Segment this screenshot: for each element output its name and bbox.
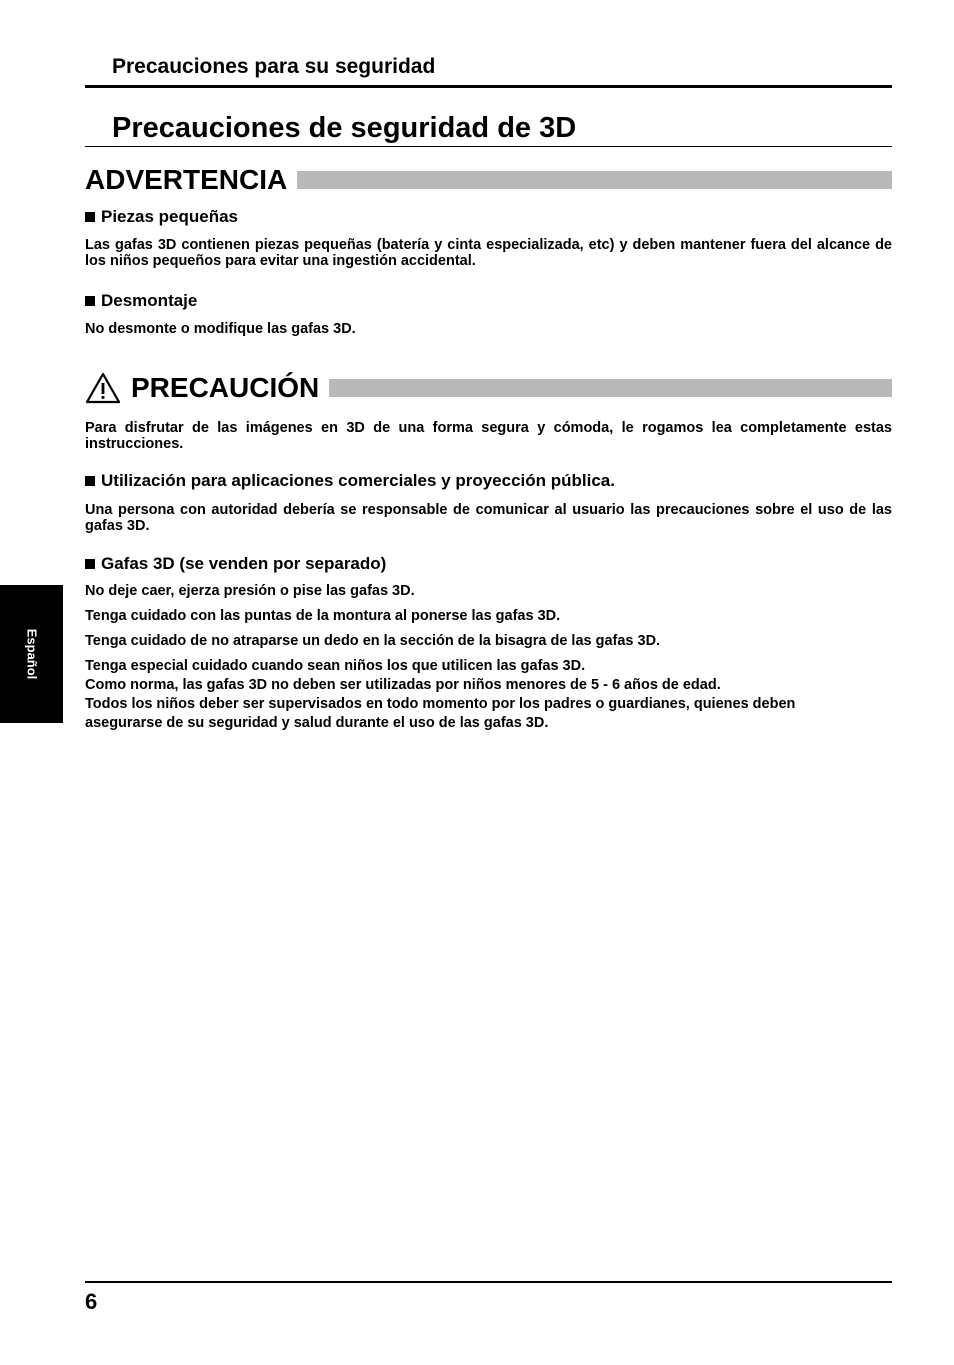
header-rule — [85, 85, 892, 88]
paragraph-piezas: Las gafas 3D contienen piezas pequeñas (batería y cinta especializada, etc) y deben mantener fuera del alcance de los niños pequeños para evitar una ingestión accidental. — [85, 237, 892, 269]
subheading-desmontaje — [85, 291, 197, 311]
list-item: Todos los niños deber ser supervisados en todo momento por los padres o guardianes, quienes deben — [85, 696, 796, 712]
title-rule — [85, 146, 892, 147]
list-item: Tenga cuidado de no atraparse un dedo en la sección de la bisagra de las gafas 3D. — [85, 633, 661, 649]
list-item: Tenga cuidado con las puntas de la montura al ponerse las gafas 3D. — [85, 608, 561, 624]
subheading-text: Utilización para aplicaciones comerciales y proyección pública. — [101, 471, 615, 490]
list-item: asegurarse de su seguridad y salud durante el uso de las gafas 3D. — [85, 715, 549, 731]
square-bullet-icon — [85, 476, 95, 486]
paragraph-desmontaje: No desmonte o modifique las gafas 3D. — [85, 321, 356, 337]
running-header: Precauciones para su seguridad — [112, 55, 436, 78]
language-side-tab — [0, 585, 63, 723]
list-item: No deje caer, ejerza presión o pise las gafas 3D. — [85, 583, 415, 599]
page-title: Precauciones de seguridad de 3D — [112, 112, 577, 144]
precaucion-heading-text: PRECAUCIÓN — [131, 372, 320, 403]
precaucion-heading — [85, 371, 892, 405]
page-number: 6 — [85, 1289, 98, 1314]
square-bullet-icon — [85, 296, 95, 306]
square-bullet-icon — [85, 212, 95, 222]
heading-bar — [329, 379, 892, 397]
list-item: Como norma, las gafas 3D no deben ser utilizadas por niños menores de 5 - 6 años de edad. — [85, 677, 721, 693]
subheading-utilizacion — [85, 471, 615, 491]
square-bullet-icon — [85, 559, 95, 569]
advertencia-heading — [85, 163, 892, 197]
subheading-text: Gafas 3D (se venden por separado) — [101, 554, 387, 573]
subheading-gafas — [85, 554, 386, 574]
heading-bar — [297, 171, 892, 189]
subheading-text: Desmontaje — [101, 291, 198, 310]
paragraph-intro: Para disfrutar de las imágenes en 3D de una forma segura y cómoda, le rogamos lea completamente estas instrucciones. — [85, 420, 892, 452]
advertencia-heading-text: ADVERTENCIA — [85, 164, 288, 195]
footer-rule — [85, 1281, 892, 1283]
list-item: Tenga especial cuidado cuando sean niños los que utilicen las gafas 3D. — [85, 658, 586, 674]
paragraph-utilizacion: Una persona con autoridad debería se responsable de comunicar al usuario las precauciones sobre el uso de las gafas 3D. — [85, 502, 892, 534]
subheading-piezas — [85, 207, 238, 227]
subheading-text: Piezas pequeñas — [101, 207, 239, 226]
language-label: Español — [24, 628, 39, 680]
warning-triangle-icon — [85, 372, 121, 404]
